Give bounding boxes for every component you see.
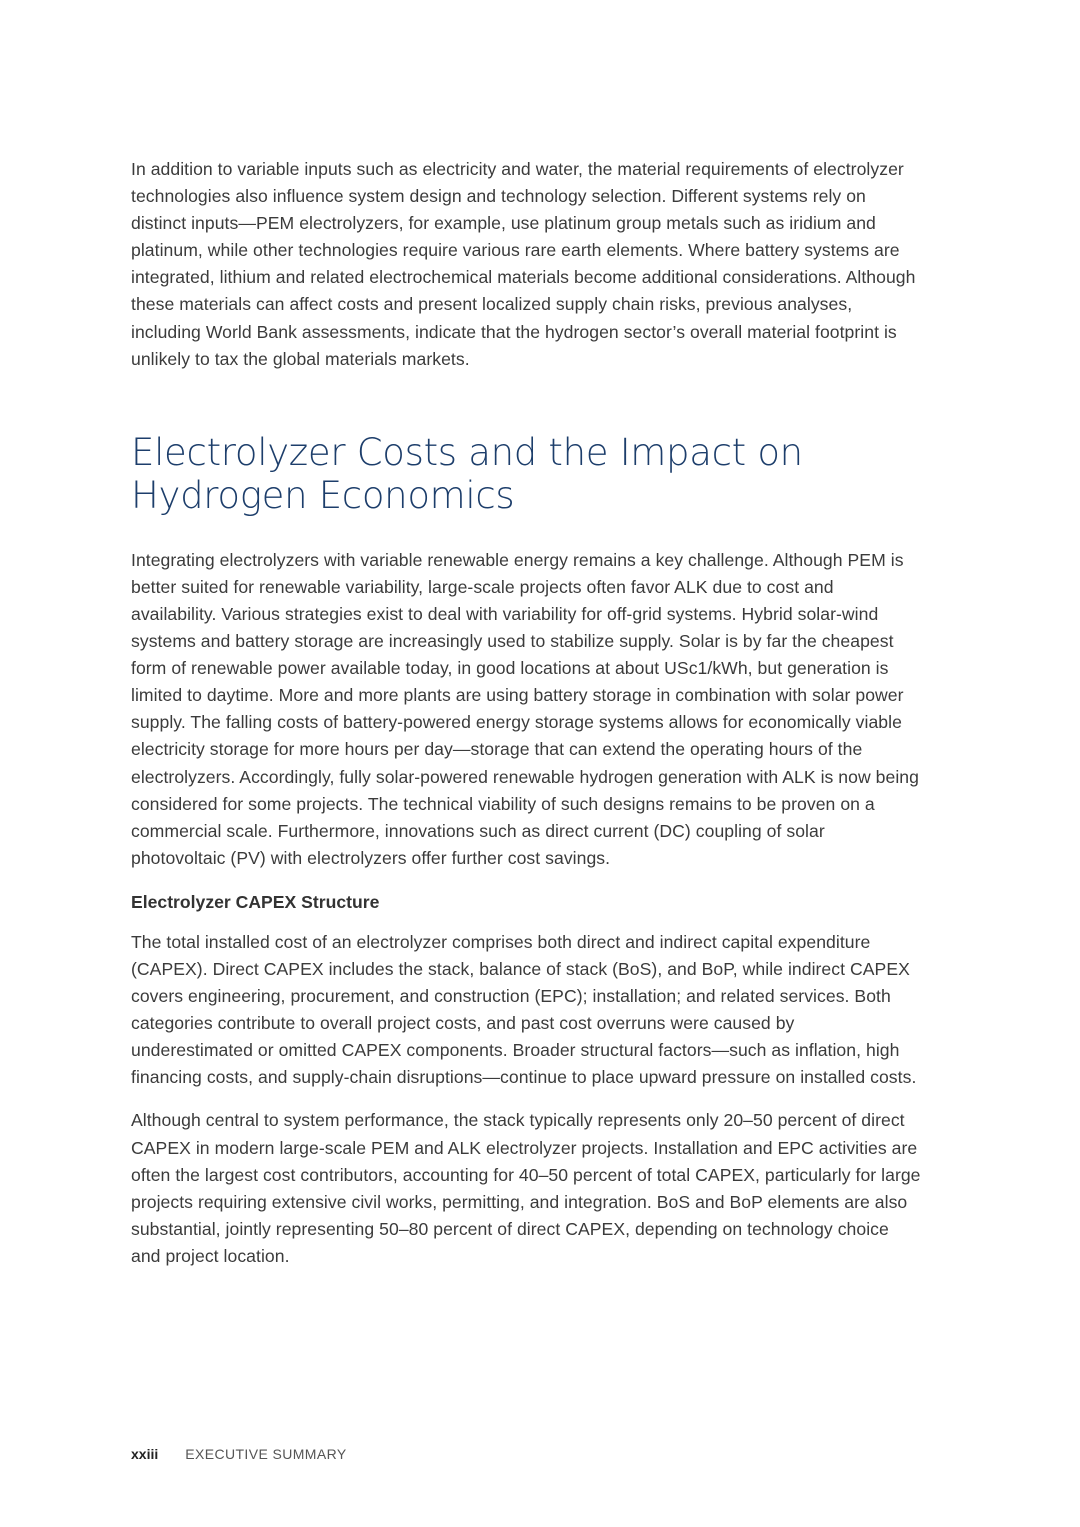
section-heading: Electrolyzer Costs and the Impact on Hydrogen Economics <box>131 430 803 517</box>
page-number: xxiii <box>131 1446 159 1462</box>
subheading-capex-structure: Electrolyzer CAPEX Structure <box>131 891 380 912</box>
body-paragraph-renewable-integration: Integrating electrolyzers with variable renewable energy remains a key challenge. Although PEM is better suited for renewable variability, large-scale projects often favor ALK due to cost and availability. Various strategies exist to deal with variability for off-grid systems. Hybrid solar-wind systems and battery storage are increasingly used to stabilize supply. Solar is by far the cheapest form of renewable power available today, in good locations at about USc1/kWh, but generation is limited to daytime. More and more plants are using battery storage in combination with solar power supply. The falling costs of battery-powered energy storage systems allows for economically viable electricity storage for more hours per day—storage that can extend the operating hours of the electrolyzers. Accordingly, fully solar-powered renewable hydrogen generation with ALK is now being considered for some projects. The technical viability of such designs remains to be proven on a commercial scale. Furthermore, innovations such as direct current (DC) coupling of solar photovoltaic (PV) with electrolyzers offer further cost savings. <box>131 549 919 868</box>
intro-paragraph: In addition to variable inputs such as electricity and water, the material requirements of electrolyzer technologies also influence system design and technology selection. Different systems rely on distinct inputs—PEM electrolyzers, for example, use platinum group metals such as iridium and platinum, while other technologies require various rare earth elements. Where battery systems are integrated, lithium and related electrochemical materials become additional considerations. Although these materials can affect costs and present localized supply chain risks, previous analyses, including World Bank assessments, indicate that the hydrogen sector’s overall material footprint is unlikely to tax the global materials markets. <box>131 159 916 369</box>
body-paragraph-stack-share: Although central to system performance, the stack typically represents only 20–50 percent of direct CAPEX in modern large-scale PEM and ALK electrolyzer projects. Installation and EPC activities are often the largest cost contributors, accounting for 40–50 percent of total CAPEX, particularly for large projects requiring extensive civil works, permitting, and integration. BoS and BoP elements are also substantial, jointly representing 50–80 percent of direct CAPEX, depending on technology choice and project location. <box>131 1110 921 1266</box>
body-paragraph-capex-components: The total installed cost of an electrolyzer comprises both direct and indirect capital expenditure (CAPEX). Direct CAPEX includes the stack, balance of stack (BoS), and BoP, while indirect CAPEX covers engineering, procurement, and construction (EPC); installation; and related services. Both categories contribute to overall project costs, and past cost overruns were caused by underestimated or omitted CAPEX components. Broader structural factors—such as inflation, high financing costs, and supply-chain disruptions—continue to place upward pressure on installed costs. <box>131 931 917 1088</box>
page-footer <box>131 1444 347 1464</box>
footer-section-name: EXECUTIVE SUMMARY <box>185 1446 347 1462</box>
page-content <box>131 156 921 1270</box>
